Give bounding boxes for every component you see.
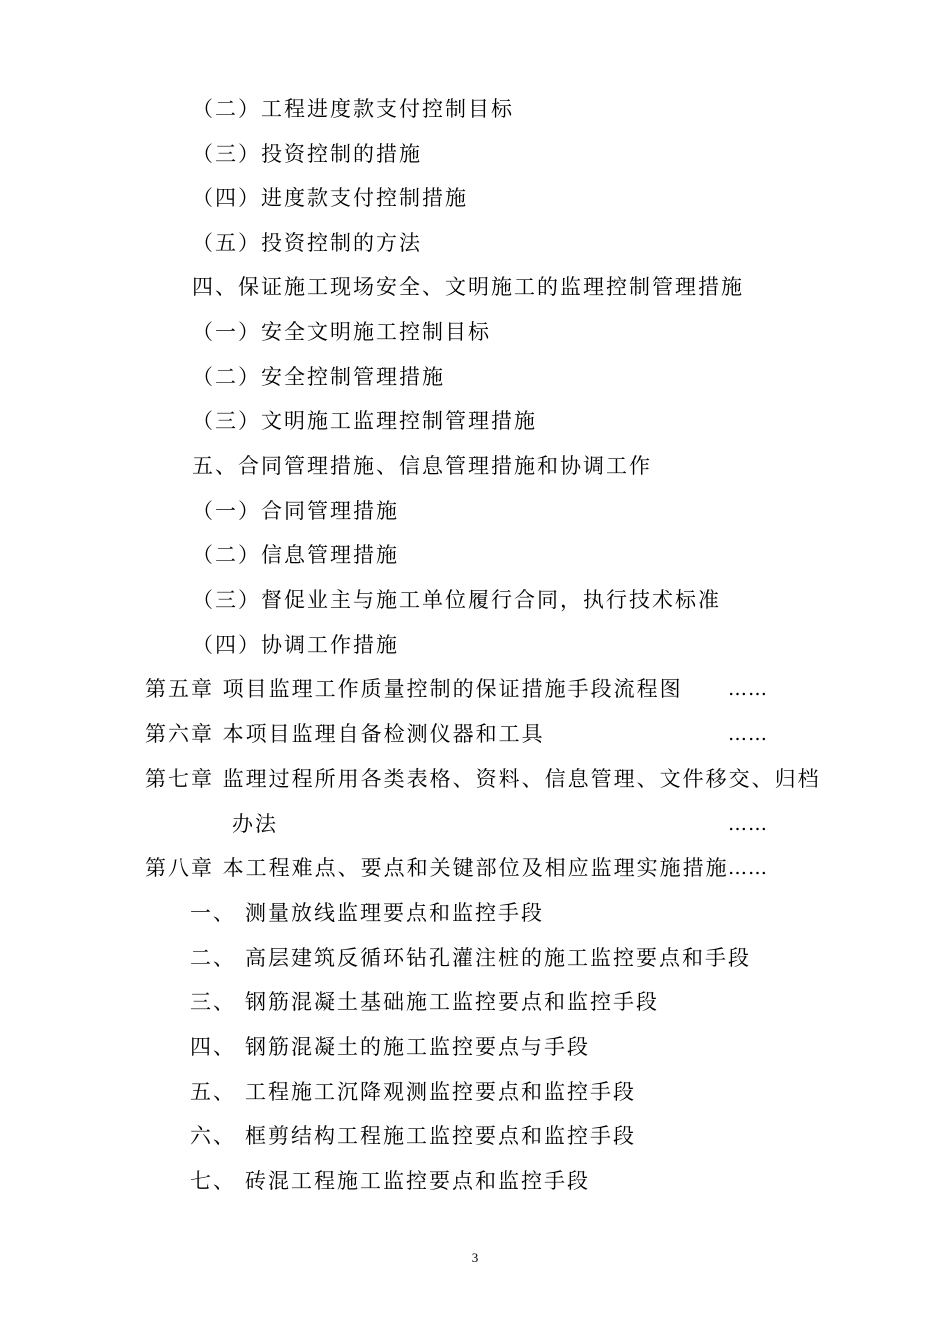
toc-leader-dots: ……	[728, 857, 768, 879]
toc-subitem: 钢筋混凝土基础施工监控要点和监控手段	[245, 990, 659, 1014]
toc-subitem: 框剪结构工程施工监控要点和监控手段	[245, 1124, 636, 1148]
toc-subitem: 砖混工程施工监控要点和监控手段	[245, 1169, 590, 1193]
toc-item: （五）投资控制的方法	[192, 231, 422, 255]
toc-subitem: 高层建筑反循环钻孔灌注桩的施工监控要点和手段	[245, 946, 751, 970]
toc-subitem-number: 二、	[190, 946, 236, 970]
toc-leader-dots: ……	[728, 723, 768, 745]
toc-item: （二）工程进度款支付控制目标	[192, 97, 514, 121]
toc-item: （四）协调工作措施	[192, 633, 399, 657]
page-number: 3	[471, 1250, 479, 1265]
toc-chapter: 第五章 项目监理工作质量控制的保证措施手段流程图	[145, 677, 683, 701]
toc-subitem-number: 一、	[190, 901, 236, 925]
toc-subitem-number: 六、	[190, 1124, 236, 1148]
toc-subitem: 钢筋混凝土的施工监控要点与手段	[245, 1035, 590, 1059]
toc-chapter: 第七章 监理过程所用各类表格、资料、信息管理、文件移交、归档	[145, 767, 821, 791]
toc-section: 五、合同管理措施、信息管理措施和协调工作	[192, 454, 652, 478]
toc-subitem-number: 七、	[190, 1169, 236, 1193]
toc-leader-dots: ……	[728, 813, 768, 835]
toc-subitem: 测量放线监理要点和监控手段	[245, 901, 544, 925]
toc-subitem: 工程施工沉降观测监控要点和监控手段	[245, 1080, 636, 1104]
toc-item: （一）合同管理措施	[192, 499, 399, 523]
toc-item: （二）信息管理措施	[192, 543, 399, 567]
toc-chapter-continuation: 办法	[232, 812, 278, 836]
toc-item: （三）文明施工监理控制管理措施	[192, 409, 537, 433]
toc-leader-dots: ……	[728, 678, 768, 700]
toc-chapter: 第八章 本工程难点、要点和关键部位及相应监理实施措施	[145, 856, 729, 880]
toc-subitem-number: 五、	[190, 1080, 236, 1104]
toc-subitem-number: 三、	[190, 990, 236, 1014]
toc-subitem-number: 四、	[190, 1035, 236, 1059]
toc-item: （三）投资控制的措施	[192, 142, 422, 166]
toc-item: （四）进度款支付控制措施	[192, 186, 468, 210]
toc-item: （二）安全控制管理措施	[192, 365, 445, 389]
toc-chapter: 第六章 本项目监理自备检测仪器和工具	[145, 722, 545, 746]
toc-item: （三）督促业主与施工单位履行合同，执行技术标准	[192, 588, 721, 612]
toc-item: （一）安全文明施工控制目标	[192, 320, 491, 344]
toc-section: 四、保证施工现场安全、文明施工的监理控制管理措施	[192, 275, 744, 299]
